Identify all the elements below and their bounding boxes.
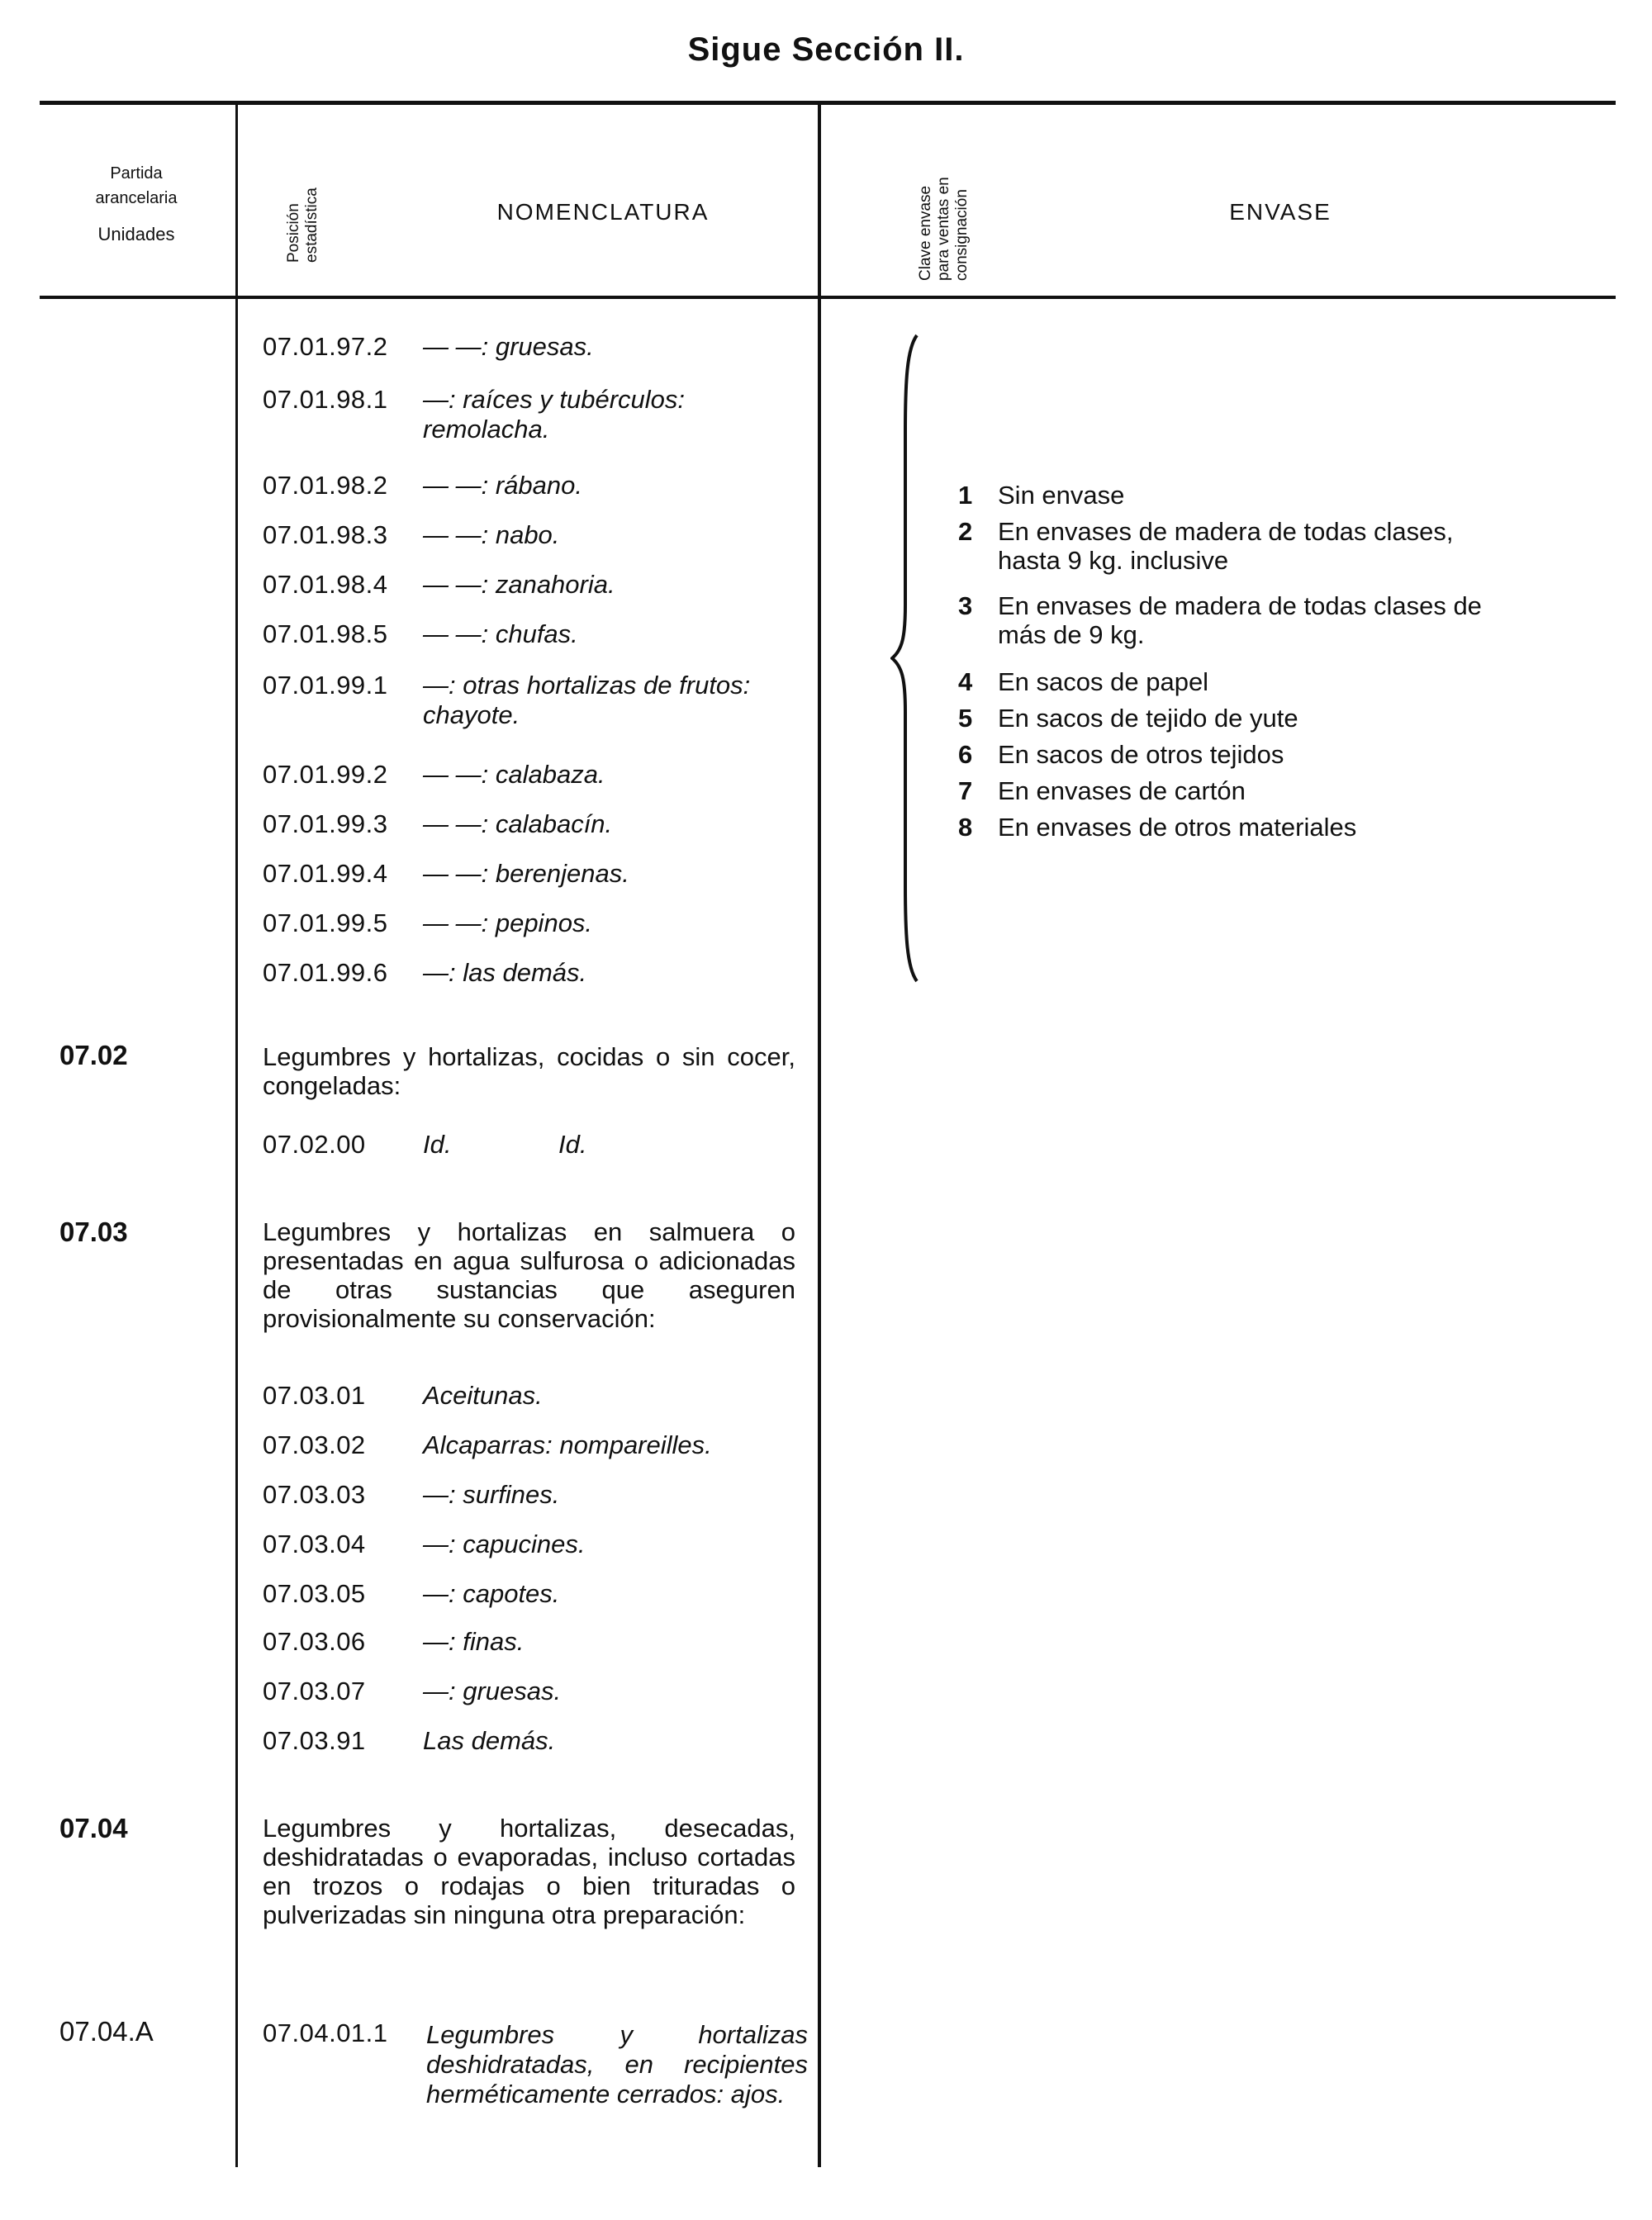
header-envase: ENVASE [1229, 199, 1332, 225]
nomenclature-text: — —: chufas. [423, 619, 578, 648]
brace-icon [890, 332, 932, 984]
envase-number: 1 [958, 481, 973, 510]
envase-number: 7 [958, 776, 973, 805]
header-posicion [285, 187, 321, 263]
envase-item [958, 481, 1503, 514]
envase-item [958, 704, 1503, 737]
stat-code: 07.01.98.2 [263, 471, 388, 500]
stat-code: 07.03.07 [263, 1677, 366, 1705]
stat-code: 07.01.99.1 [263, 671, 388, 700]
envase-number: 5 [958, 704, 973, 733]
envase-item [958, 776, 1503, 809]
stat-code: 07.03.91 [263, 1726, 366, 1755]
stat-code: 07.01.99.3 [263, 809, 388, 838]
envase-item [958, 591, 1503, 657]
stat-code: 07.03.02 [263, 1430, 366, 1459]
header-nomenclatura: NOMENCLATURA [496, 199, 710, 225]
partida-code: 07.02 [59, 1040, 128, 1070]
stat-code: 07.03.03 [263, 1480, 366, 1509]
nomenclature-text: — —: pepinos. [423, 908, 593, 937]
header-posicion-line: Posición [285, 203, 302, 263]
stat-code: 07.01.99.4 [263, 859, 388, 888]
envase-text: Sin envase [998, 481, 1125, 510]
envase-text: En sacos de otros tejidos [998, 740, 1284, 769]
header-partida [50, 161, 223, 247]
page-title: Sigue Sección II. [687, 31, 965, 68]
nomenclature-text: — —: zanahoria. [423, 570, 615, 599]
partida-heading: Legumbres y hortalizas en salmuera o presentadas en agua sulfurosa o adicionadas de otras sustancias que aseguren provisionalmente su conservación: [263, 1217, 795, 1333]
stat-code: 07.03.06 [263, 1627, 366, 1656]
nomenclature-text: —: las demás. [423, 958, 587, 987]
stat-code: 07.03.05 [263, 1579, 366, 1608]
stat-code: 07.01.99.2 [263, 760, 388, 789]
header-clave [917, 177, 971, 281]
nomenclature-text: —: capotes. [423, 1579, 560, 1608]
nomenclature-text: —: finas. [423, 1627, 525, 1656]
nomenclature-text: — —: rábano. [423, 471, 582, 500]
stat-code: 07.01.99.6 [263, 958, 388, 987]
stat-code: 07.01.98.1 [263, 385, 388, 414]
header-clave-line: para ventas en [935, 177, 952, 281]
nomenclature-text: — —: calabaza. [423, 760, 605, 789]
partida-code: 07.04 [59, 1813, 128, 1843]
nomenclature-text: —: gruesas. [423, 1677, 562, 1705]
envase-text: En envases de cartón [998, 776, 1246, 805]
stat-code: 07.01.97.2 [263, 332, 388, 361]
envase-item [958, 517, 1503, 583]
nomenclature-text: — —: calabacín. [423, 809, 613, 838]
nomenclature-text: —: raíces y tubérculos: remolacha. [423, 385, 686, 444]
nomenclature-text: — —: nabo. [423, 520, 560, 549]
table-top-rule [40, 101, 1616, 105]
stat-code: 07.01.98.5 [263, 619, 388, 648]
nomenclature-text: Alcaparras: nompareilles. [423, 1430, 712, 1459]
header-clave-line: consignación [953, 189, 971, 281]
nomenclature-text: — —: gruesas. [423, 332, 594, 361]
envase-number: 8 [958, 813, 973, 842]
header-partida-line: arancelaria [95, 189, 178, 207]
envase-number: 4 [958, 667, 973, 696]
nomenclature-text: — —: berenjenas. [423, 859, 629, 888]
partida-heading: Legumbres y hortalizas, desecadas, deshidratadas o evaporadas, incluso cortadas en trozos o rodajas o bien trituradas o pulverizadas sin ninguna otra preparación: [263, 1814, 795, 1929]
header-posicion-line: estadística [303, 187, 320, 263]
nomenclature-text: Id. [423, 1130, 452, 1159]
nomenclature-text: —: surfines. [423, 1480, 560, 1509]
envase-number: 3 [958, 591, 973, 620]
nomenclature-text: —: otras hortalizas de frutos: chayote. [423, 671, 751, 729]
envase-text: En envases de madera de todas clases, hasta 9 kg. inclusive [998, 517, 1454, 575]
column-divider-2 [818, 101, 821, 2167]
stat-code: 07.03.04 [263, 1530, 366, 1558]
envase-item [958, 667, 1503, 700]
nomenclature-text: Legumbres y hortalizas deshidratadas, en recipientes herméticamente cerrados: ajos. [426, 2020, 808, 2109]
sub-partida-code: 07.04.A [59, 2016, 154, 2047]
envase-text: En envases de madera de todas clases de más de 9 kg. [998, 591, 1482, 649]
stat-code: 07.01.98.3 [263, 520, 388, 549]
stat-code: 07.02.00 [263, 1130, 366, 1159]
nomenclature-text: Id. [558, 1130, 587, 1159]
nomenclature-text: —: capucines. [423, 1530, 586, 1558]
envase-text: En sacos de papel [998, 667, 1209, 696]
stat-code: 07.04.01.1 [263, 2018, 388, 2047]
envase-text: En envases de otros materiales [998, 813, 1357, 842]
partida-code: 07.03 [59, 1217, 128, 1247]
header-partida-line: Unidades [97, 224, 175, 244]
envase-item [958, 813, 1503, 846]
envase-text: En sacos de tejido de yute [998, 704, 1298, 733]
stat-code: 07.01.99.5 [263, 908, 388, 937]
stat-code: 07.01.98.4 [263, 570, 388, 599]
header-partida-line: Partida [110, 164, 163, 183]
header-bottom-rule [40, 296, 1616, 299]
partida-heading: Legumbres y hortalizas, cocidas o sin cocer, congeladas: [263, 1042, 795, 1100]
envase-number: 6 [958, 740, 973, 769]
envase-item [958, 740, 1503, 773]
nomenclature-text: Aceitunas. [423, 1381, 543, 1410]
header-clave-line: Clave envase [917, 185, 934, 281]
nomenclature-text: Las demás. [423, 1726, 556, 1755]
column-divider-1 [235, 101, 238, 2167]
stat-code: 07.03.01 [263, 1381, 366, 1410]
envase-number: 2 [958, 517, 973, 546]
